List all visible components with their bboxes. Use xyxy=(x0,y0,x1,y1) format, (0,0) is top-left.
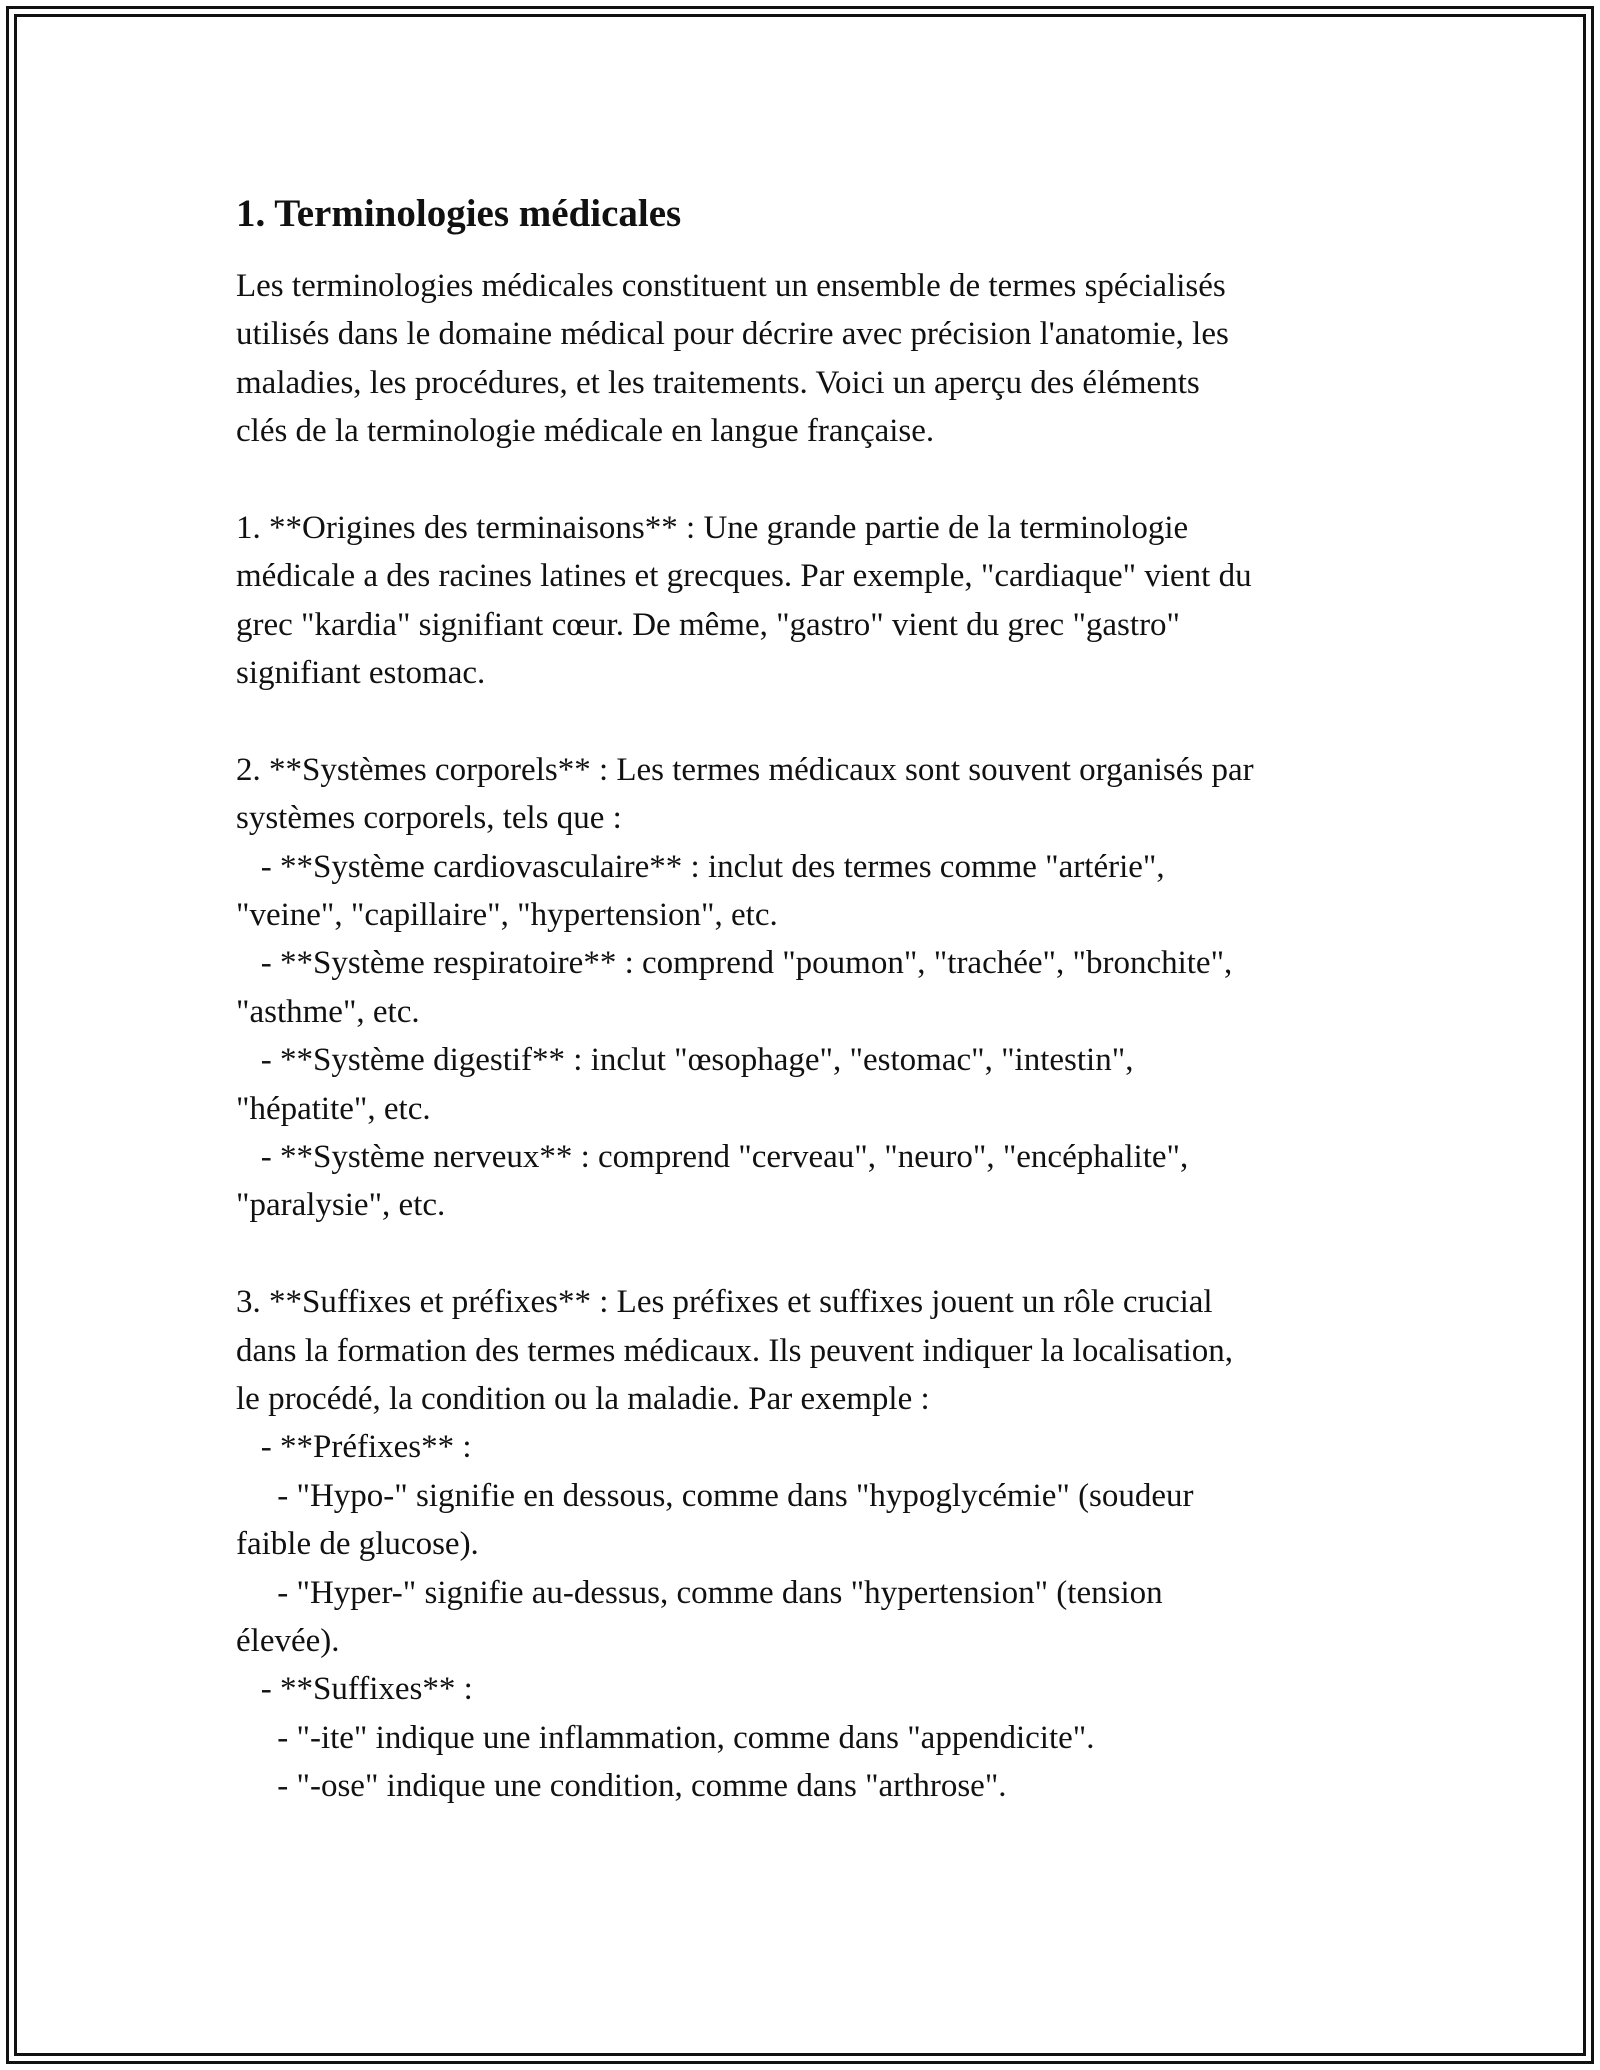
text-line: le procédé, la condition ou la maladie. Par exemple : xyxy=(236,1380,930,1417)
section-title: 1. Terminologies médicales xyxy=(236,192,682,235)
text-line: élevée). xyxy=(236,1622,340,1659)
blank-line xyxy=(236,456,1386,504)
list-item-line: - "Hyper-" signifie au-dessus, comme dans "hypertension" (tension xyxy=(236,1574,1163,1611)
text-line: maladies, les procédures, et les traitements. Voici un aperçu des éléments xyxy=(236,364,1200,401)
text-line: "asthme", etc. xyxy=(236,993,420,1030)
text-line: systèmes corporels, tels que : xyxy=(236,800,622,837)
document-body xyxy=(236,188,1386,1811)
text-line: dans la formation des termes médicaux. Ils peuvent indiquer la localisation, xyxy=(236,1332,1234,1369)
list-item-line: - **Préfixes** : xyxy=(236,1429,472,1466)
blank-line xyxy=(236,1230,1386,1278)
list-item-line: - **Système digestif** : inclut "œsophage", "estomac", "intestin", xyxy=(236,1042,1134,1079)
text-line: signifiant estomac. xyxy=(236,655,486,692)
text-line: 2. **Systèmes corporels** : Les termes médicaux sont souvent organisés par xyxy=(236,751,1254,788)
list-item-line: - **Système respiratoire** : comprend "poumon", "trachée", "bronchite", xyxy=(236,945,1233,982)
list-item-line: - "Hypo-" signifie en dessous, comme dans "hypoglycémie" (soudeur xyxy=(236,1477,1194,1514)
list-item-line: - "-ose" indique une condition, comme dans "arthrose". xyxy=(236,1768,1007,1805)
list-item-line: - **Système cardiovasculaire** : inclut des termes comme "artérie", xyxy=(236,848,1165,885)
text-line: faible de glucose). xyxy=(236,1526,479,1563)
list-item-line: - **Système nerveux** : comprend "cerveau", "neuro", "encéphalite", xyxy=(236,1139,1189,1176)
list-item-line: - "-ite" indique une inflammation, comme dans "appendicite". xyxy=(236,1719,1095,1756)
text-line: grec "kardia" signifiant cœur. De même, "gastro" vient du grec "gastro" xyxy=(236,606,1181,643)
list-item-line: - **Suffixes** : xyxy=(236,1671,473,1708)
text-line: "hépatite", etc. xyxy=(236,1090,431,1127)
text-line: clés de la terminologie médicale en langue française. xyxy=(236,413,935,450)
text-line: Les terminologies médicales constituent un ensemble de termes spécialisés xyxy=(236,268,1226,304)
text-line: utilisés dans le domaine médical pour décrire avec précision l'anatomie, les xyxy=(236,316,1229,353)
blank-line xyxy=(236,698,1386,746)
text-line: "paralysie", etc. xyxy=(236,1187,446,1224)
text-line: 3. **Suffixes et préfixes** : Les préfixes et suffixes jouent un rôle crucial xyxy=(236,1284,1213,1321)
text-line: médicale a des racines latines et grecques. Par exemple, "cardiaque" vient du xyxy=(236,558,1252,595)
text-line: 1. **Origines des terminaisons** : Une grande partie de la terminologie xyxy=(236,509,1189,546)
text-line: "veine", "capillaire", "hypertension", etc. xyxy=(236,897,778,934)
